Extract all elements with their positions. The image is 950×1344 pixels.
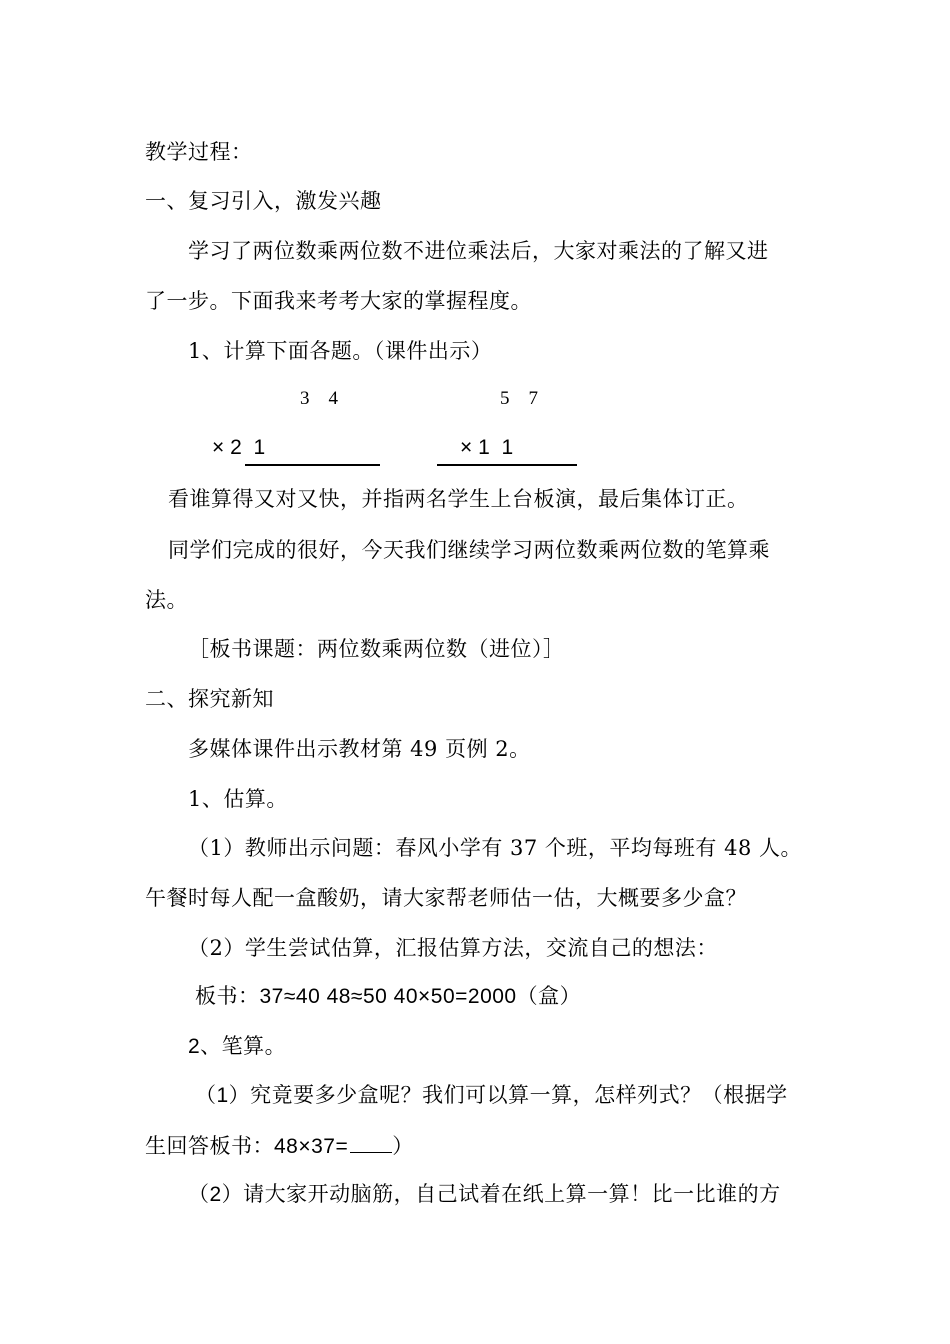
w1-line2-prefix: 生回答板书：48×37= bbox=[145, 1135, 349, 1158]
q2: （2）学生尝试估算，汇报估算方法，交流自己的想法： bbox=[188, 936, 718, 960]
step2: 2、笔算。 bbox=[188, 1035, 287, 1058]
note1: 看谁算得又对又快，并指两名学生上台板演，最后集体订正。 bbox=[168, 487, 749, 511]
q1-line1: （1）教师出示问题：春风小学有 37 个班，平均每班有 48 人。 bbox=[188, 836, 803, 860]
board-estimate: 板书：37≈40 48≈50 40×50=2000（盒） bbox=[195, 985, 582, 1008]
calc1-top: 3 4 bbox=[300, 388, 338, 409]
intro-line2: 了一步。下面我来考考大家的掌握程度。 bbox=[145, 289, 532, 313]
calc1-rule bbox=[245, 464, 380, 466]
board-title: ［板书课题：两位数乘两位数（进位）］ bbox=[188, 637, 565, 661]
calc1-bottom: × 2 1 bbox=[212, 436, 266, 459]
section2-title: 二、探究新知 bbox=[145, 687, 274, 711]
calc2-bottom: × 1 1 bbox=[460, 436, 514, 459]
q1-line2: 午餐时每人配一盒酸奶，请大家帮老师估一估，大概要多少盒？ bbox=[145, 886, 747, 910]
intro-line1: 学习了两位数乘两位数不进位乘法后，大家对乘法的了解又进 bbox=[188, 239, 769, 263]
section1-title: 一、复习引入，激发兴趣 bbox=[145, 189, 382, 213]
w2-line1: （2）请大家开动脑筋，自己试着在纸上算一算！比一比谁的方 bbox=[188, 1183, 781, 1206]
w1-line1: （1）究竟要多少盒呢？我们可以算一算，怎样列式？（根据学 bbox=[195, 1084, 788, 1107]
answer-blank bbox=[350, 1134, 392, 1153]
note2-line1: 同学们完成的很好，今天我们继续学习两位数乘两位数的笔算乘 bbox=[168, 538, 770, 562]
media-note: 多媒体课件出示教材第 49 页例 2。 bbox=[188, 737, 531, 761]
heading: 教学过程： bbox=[145, 140, 253, 164]
calc2-top: 5 7 bbox=[500, 388, 538, 409]
note2-line2: 法。 bbox=[145, 588, 188, 612]
item1: 1、计算下面各题。（课件出示） bbox=[188, 339, 493, 363]
w1-line2-suffix: ） bbox=[392, 1134, 414, 1158]
calc2-rule bbox=[437, 464, 577, 466]
w1-line2 bbox=[145, 1131, 414, 1162]
step1: 1、估算。 bbox=[188, 787, 288, 811]
